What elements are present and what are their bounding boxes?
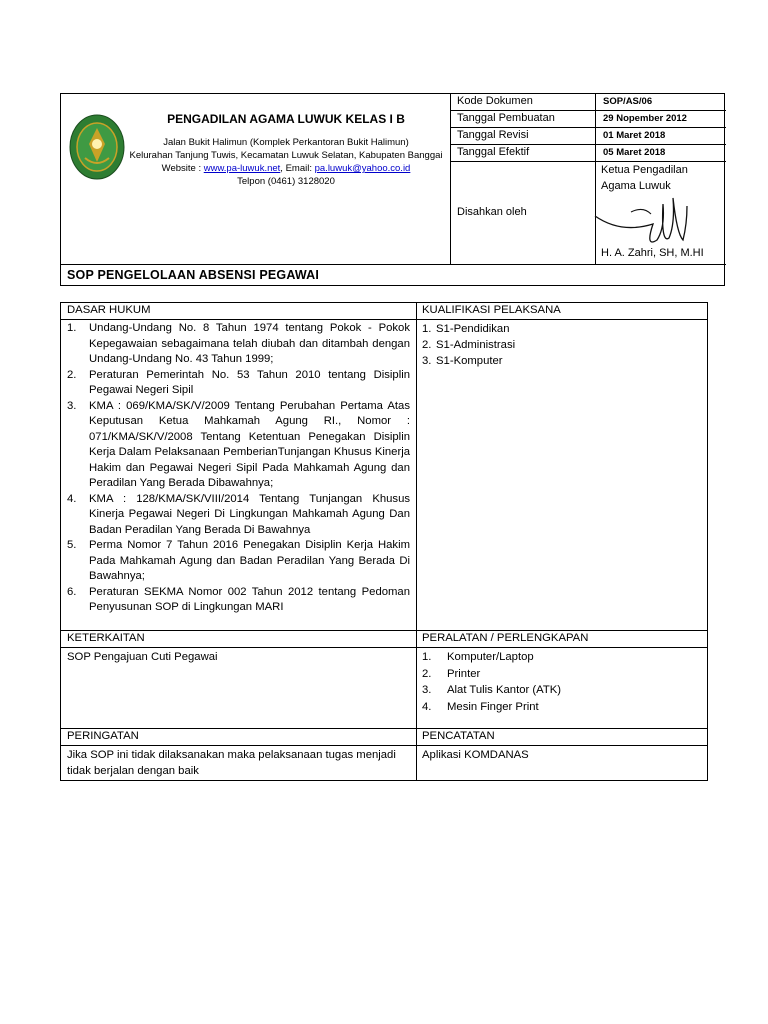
column-divider [416, 303, 417, 780]
approver-name: H. A. Zahri, SH, M.HI [601, 247, 704, 259]
contact-line [121, 162, 451, 175]
list-item: 6. Peraturan SEKMA Nomor 002 Tahun 2012 tentang Pedoman Penyusunan SOP di Lingkungan MARI [67, 585, 410, 613]
address-line-2: Kelurahan Tanjung Tuwis, Kecamatan Luwuk Selatan, Kabupaten Banggai [129, 150, 443, 161]
approval-label: Disahkan oleh [457, 206, 527, 218]
list-item: 4. Mesin Finger Print [422, 700, 539, 713]
list-item: 3. Alat Tulis Kantor (ATK) [422, 684, 562, 696]
divider [595, 145, 596, 162]
list-item: 3. S1-Komputer [422, 355, 503, 367]
kualifikasi-heading: KUALIFIKASI PELAKSANA [422, 304, 561, 316]
sop-title: SOP PENGELOLAAN ABSENSI PEGAWAI [67, 268, 320, 282]
row-divider [61, 319, 707, 320]
list-item: 4. KMA : 128/KMA/SK/VIII/2014 Tentang Tunjangan Khusus Kinerja Pegawai Negeri Di Lingkungan Mahkamah Agung Dan Badan Peradilan Yang Berada Di Bawahnya [67, 492, 410, 536]
list-item: 1. S1-Pendidikan [422, 323, 510, 335]
divider [595, 111, 596, 128]
sop-detail-table [60, 302, 708, 781]
list-item: 5. Perma Nomor 7 Tahun 2016 Penegakan Disiplin Kerja Hakim Pada Mahkamah Agung dan Badan Peradilan Yang Berada Di Bawahnya; [67, 539, 410, 582]
address-line-1: Jalan Bukit Halimun (Komplek Perkantoran Bukit Halimun) [163, 137, 409, 148]
institution-name: PENGADILAN AGAMA LUWUK KELAS I B [167, 112, 405, 126]
kualifikasi-content [422, 321, 702, 369]
list-item: 2. Printer [422, 667, 481, 680]
row-divider [61, 745, 707, 746]
meta-label: Tanggal Pembuatan [457, 112, 555, 124]
row-divider [61, 630, 707, 631]
institution-block [61, 94, 451, 264]
document-header [60, 93, 725, 286]
meta-row-pembuatan [451, 111, 726, 128]
website-link[interactable]: www.pa-luwuk.net [203, 163, 281, 174]
list-item: 1. Komputer/Laptop [422, 651, 534, 663]
meta-value: 05 Maret 2018 [603, 147, 666, 158]
list-item: 3. KMA : 069/KMA/SK/V/2009 Tentang Perubahan Pertama Atas Keputusan Ketua Mahkamah Agung RI., Nomor : 071/KMA/SK/V/2008 Tentang Ketentuan Penegakan Disiplin Kerja Dalam Pelaksanaan PemberianTunjangan Khusus Kinerja Hakim dan Pegawai Negeri Sipil Pada Mahkamah Agung dan Peradilan Yang Berada Dibawahnya; [67, 399, 410, 489]
website-prefix: Website : [161, 163, 204, 174]
peringatan-text: Jika SOP ini tidak dilaksanakan maka pelaksanaan tugas menjadi tidak berjalan dengan baik [67, 749, 396, 777]
approver-title-line1: Ketua Pengadilan [601, 164, 688, 176]
pencatatan-heading: PENCATATAN [422, 730, 495, 742]
meta-label: Kode Dokumen [457, 95, 533, 107]
phone-line: Telpon (0461) 3128020 [237, 176, 335, 187]
list-item: 2. Peraturan Pemerintah No. 53 Tahun 2010 tentang Disiplin Pegawai Negeri Sipil [67, 368, 410, 396]
keterkaitan-heading: KETERKAITAN [67, 632, 145, 644]
court-emblem-icon [69, 114, 125, 180]
kualifikasi-list [422, 321, 702, 369]
meta-value: 29 Nopember 2012 [603, 113, 687, 124]
meta-row-kode [451, 94, 726, 111]
dasar-hukum-content [67, 321, 410, 616]
divider [595, 128, 596, 145]
meta-label: Tanggal Revisi [457, 129, 529, 141]
meta-value: SOP/AS/06 [603, 96, 653, 107]
document-meta [451, 94, 726, 264]
meta-row-efektif [451, 145, 726, 162]
handwritten-signature-icon [591, 194, 721, 254]
email-link[interactable]: pa.luwuk@yahoo.co.id [314, 163, 411, 174]
sop-title-row [61, 264, 726, 285]
dasar-hukum-list [67, 321, 410, 616]
row-divider [61, 647, 707, 648]
pencatatan-text: Aplikasi KOMDANAS [422, 749, 529, 761]
email-prefix: , Email: [280, 163, 315, 174]
meta-label: Tanggal Efektif [457, 146, 530, 158]
list-item: 1. Undang-Undang No. 8 Tahun 1974 tentang Pokok - Pokok Kepegawaian sebagaimana telah diubah dan ditambah dengan Undang-Undang No. 43 Tahun 1999; [67, 322, 410, 365]
meta-row-revisi [451, 128, 726, 145]
approver-title [601, 162, 726, 194]
peringatan-heading: PERINGATAN [67, 730, 139, 742]
list-item: 2. S1-Administrasi [422, 339, 516, 351]
approval-block [451, 162, 726, 264]
peralatan-heading: PERALATAN / PERLENGKAPAN [422, 632, 589, 644]
divider [595, 94, 596, 111]
approver-title-line2: Agama Luwuk [601, 180, 671, 192]
dasar-hukum-heading: DASAR HUKUM [67, 304, 151, 316]
meta-value: 01 Maret 2018 [603, 130, 666, 141]
row-divider [61, 728, 707, 729]
peralatan-list [422, 649, 702, 715]
peralatan-content [422, 649, 702, 715]
keterkaitan-text: SOP Pengajuan Cuti Pegawai [67, 651, 218, 663]
